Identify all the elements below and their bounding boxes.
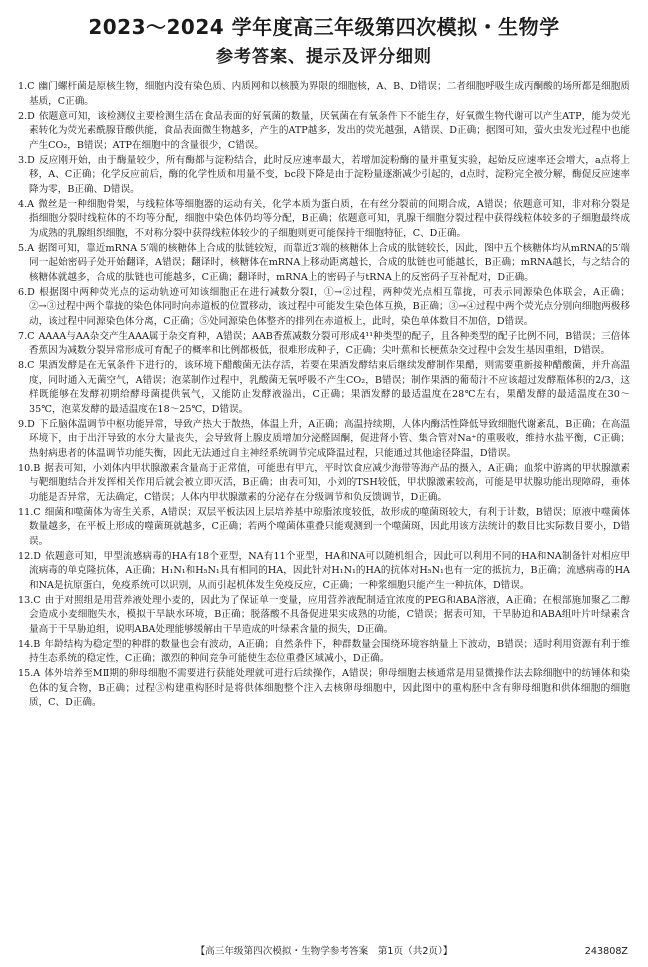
answer-explanation: 细菌和噬菌体为寄生关系，A错误；双层平板法因上层培养基中琼脂浓度较低，故形成的噬菌斑较大，有利于计数，B错误；原液中噬菌体数量越多，在平板上形成的噬菌斑就越多，C正确；若两个噬菌体重叠只能观测到一个噬菌斑，因此用该方法统计的数目比实际数目要小，D错误。	[29, 506, 630, 547]
answer-number: 1.	[18, 81, 28, 92]
answer-item	[18, 242, 630, 286]
answer-number: 2.	[18, 110, 28, 122]
answer-number: 7.	[18, 330, 28, 342]
answer-explanation: AAAA与AA杂交产生AAA属于杂交育种，A错误；AAB香蕉减数分裂可形成4¹¹种类型的配子，且各种类型的配子比例不同，B错误；三倍体香蕉因为减数分裂异常形成可育配子的概率和比例都极低，很难形成种子，C正确；尖叶蕉和长梗蕉杂交过程中会发生基因重组，D错误。	[29, 330, 630, 356]
page-title: 2023～2024 学年度高三年级第四次模拟・生物学	[88, 15, 560, 39]
answer-item	[18, 667, 630, 711]
answer-number: 3.	[18, 154, 28, 166]
answer-explanation: 下丘脑体温调节中枢功能异常，导致产热大于散热，体温上升，A正确；高温持续期，人体内酶活性降低导致细胞代谢紊乱，B正确；在高温环境下，由于出汗导致的水分大量丧失，会导致肾上腺皮质增加分泌醛固酮，促进肾小管、集合管对Na⁺的重吸收，维持水盐平衡，C正确；热射病患者的体温调节功能失衡，因此无法通过自主神经系统调节完成降温过程，只能通过其他途径降温，D错误。	[29, 418, 630, 459]
answer-explanation: 体外培养至MⅡ期的卵母细胞不需要进行获能处理就可进行后续操作，A错误；卵母细胞去核通常是用显微操作法去除细胞中的纺锤体和染色体的复合物，B正确；过程③构建重构胚时是将供体细胞整个注入去核卵母细胞中，因此图中的重构胚中含有卵母细胞和供体细胞的细胞质，C、D正确。	[29, 668, 630, 708]
answer-number: 13.	[18, 594, 34, 606]
page-subtitle: 参考答案、提示及评分细则	[216, 47, 432, 67]
answer-key: B	[33, 462, 41, 474]
answer-key: D	[27, 286, 35, 298]
answer-item	[18, 198, 630, 242]
answer-explanation: 幽门螺杆菌是原核生物，细胞内没有染色质、内质网和以核膜为界限的细胞核，A、B、D错误；二者细胞呼吸生成丙酮酸的场所都是细胞质基质，C正确。	[29, 81, 630, 107]
answer-item	[18, 418, 630, 462]
answer-key: D	[27, 418, 35, 430]
footer-code: 243808Z	[584, 946, 628, 957]
answer-key: D	[27, 110, 35, 122]
answer-explanation: 年龄结构为稳定型的种群的数量也会有波动，A正确；自然条件下，种群数量会围绕环境容纳量上下波动，B错误；适时利用资源有利于维持生态系统的稳定性，C正确；激烈的种间竞争可能使生态位重叠区域减小，D正确。	[29, 638, 630, 664]
answer-number: 11.	[18, 506, 34, 518]
answer-key: A	[27, 198, 35, 210]
answer-item	[18, 359, 630, 417]
answer-explanation: 依题意可知，该检测仪主要检测生活在食品表面的好氧菌的数量，厌氧菌在有氧条件下不能生存，好氧微生物代谢可以产生ATP，能为荧光素转化为荧光素酰腺苷酸供能，食品表面微生物越多，产生的ATP越多，发出的荧光越强，A错误、D正确；据图可知，萤火虫发光过程中也能产生CO₂，B错误；ATP在细胞中的含量很少，C错误。	[29, 110, 630, 151]
answer-number: 8.	[18, 360, 28, 371]
answer-explanation: 根据图中两种荧光点的运动轨迹可知该细胞正在进行减数分裂Ⅰ，①→②过程，两种荧光点相互靠拢，可表示同源染色体联会，A正确；②→③过程中两个靠拢的染色体同时向赤道板的位置移动，该过程中可能发生染色体互换，B正确；③→④过程中两个荧光点分别向细胞两极移动，该过程中同源染色体分离，C正确；⑤处同源染色体整齐的排列在赤道板上，此时，染色单体数目不加倍，D错误。	[29, 286, 630, 327]
answer-explanation: 果酒发酵是在无氧条件下进行的，该环境下醋酸菌无法存活，若要在果酒发酵结束后继续发酵制作果醋，则需要重新接种醋酸菌，并升高温度，同时通入无菌空气，A错误；泡菜制作过程中，乳酸菌无氧呼吸不产生CO₂，B错误；制作果酒的葡萄汁不应该超过发酵瓶体积的2/3，这样既能够在发酵初期给酵母菌提供氧气，又能防止发酵液溢出，C正确；果酒发酵的最适温度在28℃左右，果醋发酵的最适温度在30～35℃，泡菜发酵的最适温度在18～25℃，D错误。	[29, 360, 630, 415]
answer-item	[18, 638, 630, 667]
answer-number: 10.	[18, 462, 34, 474]
footer-label: 【高三年级第四次模拟・生物学参考答案 第1页（共2页）】	[195, 946, 453, 957]
answer-item	[18, 286, 630, 330]
answer-key: A	[27, 242, 35, 254]
answer-number: 4.	[18, 198, 28, 210]
answer-number: 12.	[18, 550, 34, 562]
answer-key: D	[27, 154, 35, 166]
answer-key: C	[33, 594, 41, 606]
answer-item	[18, 550, 630, 594]
answer-key: C	[33, 506, 41, 518]
answer-item	[18, 154, 630, 198]
answer-explanation: 依题意可知，甲型流感病毒的HA有18个亚型，NA有11个亚型，HA和NA可以随机组合，因此可以利用不同的HA和NA制备针对相应甲流病毒的单克隆抗体，A正确；H₁N₁和H₅N₁具有相同的HA，因此针对H₁N₁的HA的抗体对H₅N₁也有一定的抵抗力，B正确；流感病毒的HA和NA是抗原蛋白，免疫系统可以识别，从而引起机体发生免疫反应，C正确；一种浆细胞只能产生一种抗体，D错误。	[29, 550, 630, 591]
answer-key: C	[27, 81, 35, 92]
answer-number: 9.	[18, 418, 28, 430]
answer-item	[18, 506, 630, 550]
answer-explanation: 反应刚开始，由于酶量较少，所有酶都与淀粉结合，此时反应速率最大，若增加淀粉酶的量并重复实验，起始反应速率还会增大，a点将上移，A、C正确；化学反应前后，酶的化学性质和用量不变，bc段下降是由于淀粉量逐渐减少引起的，d点时，淀粉完全被分解，酶促反应速率降为零，B正确、D错误。	[29, 154, 630, 195]
answer-key: A	[33, 668, 41, 679]
answer-item	[18, 110, 630, 154]
page-footer	[0, 945, 648, 959]
answer-number: 5.	[18, 242, 28, 254]
answer-item	[18, 80, 630, 109]
answer-explanation: 据表可知，小刘体内甲状腺激素含量高于正常值，可能患有甲亢，平时饮食应减少海带等海产品的摄入，A正确；血浆中游离的甲状腺激素与靶细胞结合并发挥相关作用后就会被立即灭活，B正确；由表可知，小刘的TSH较低，甲状腺激素较高，可能是甲状腺功能出现障碍，垂体功能是否异常，无法确定，C错误；人体内甲状腺激素的分泌存在分级调节和负反馈调节，D正确。	[29, 462, 630, 503]
answer-number: 15.	[18, 668, 34, 679]
answer-number: 14.	[18, 638, 34, 650]
answer-key: D	[33, 550, 41, 562]
answer-explanation: 微丝是一种细胞骨架，与线粒体等细胞器的运动有关，化学本质为蛋白质，在有丝分裂前的间期合成，A错误；依题意可知，非对称分裂是指细胞分裂时线粒体的不均等分配，细胞中染色体仍均等分配，B正确；依题意可知，乳腺干细胞分裂过程中获得线粒体较多的子细胞最终成为成熟的乳腺组织细胞，不对称分裂中获得线粒体较少的子细胞则更可能保持干细胞特征，C、D正确。	[29, 198, 630, 239]
answer-explanation: 据图可知，靠近mRNA 5′端的核糖体上合成的肽链较短，而靠近3′端的核糖体上合成的肽链较长，因此，图中五个核糖体均从mRNA的5′端同一起始密码子处开始翻译，A错误；翻译时，核糖体在mRNA上移动距离越长，合成的肽链也可能越长，B正确；mRNA越长，与之结合的核糖体就越多，合成的肽链也可能越多，C正确；翻译时，mRNA上的密码子与tRNA上的反密码子互补配对，D正确。	[29, 242, 630, 283]
answer-key: C	[27, 360, 35, 371]
answer-item	[18, 462, 630, 506]
answer-key: B	[33, 638, 41, 650]
answer-key: C	[27, 330, 35, 342]
answer-item	[18, 594, 630, 638]
answer-item	[18, 330, 630, 359]
answer-list	[18, 80, 630, 711]
answer-explanation: 由于对照组是用营养液处理小麦的，因此为了保证单一变量，应用营养液配制适宜浓度的PEG和ABA溶液，A正确；在根部施加聚乙二醇会造成小麦细胞失水，模拟干旱缺水环境，B正确；脱落酸不具备促进果实成熟的功能，C错误；据表可知，干旱胁迫和ABA组叶片叶绿素含量高于干旱胁迫组，说明ABA处理能够缓解由干旱造成的叶绿素含量的损失，D正确。	[29, 594, 630, 635]
answer-number: 6.	[18, 286, 28, 298]
